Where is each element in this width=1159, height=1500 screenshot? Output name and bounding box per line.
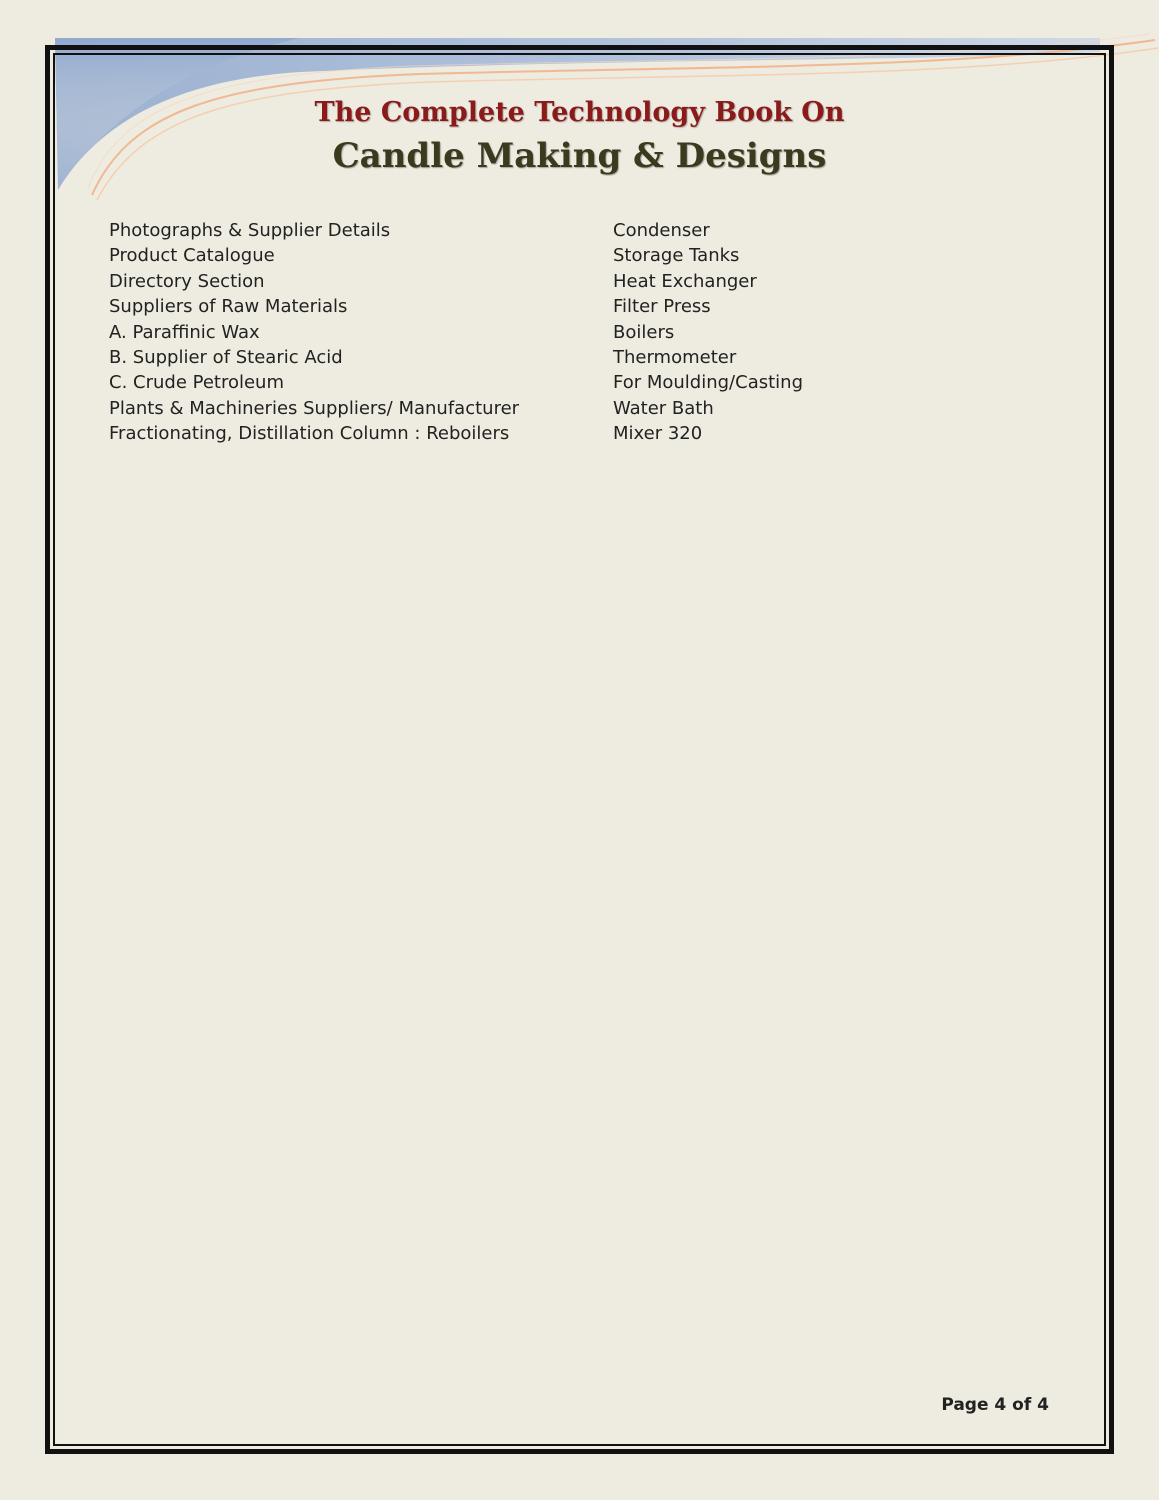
toc-item: Boilers (613, 321, 675, 343)
toc-item: Mixer 320 (613, 423, 703, 445)
toc-left-column (109, 218, 519, 447)
page-number: Page 4 of 4 (941, 1395, 1049, 1415)
toc-item: A. Paraffinic Wax (109, 321, 260, 343)
toc-right-column (613, 218, 803, 447)
toc-item: Heat Exchanger (613, 270, 757, 292)
toc-item: C. Crude Petroleum (109, 372, 284, 394)
toc-item: Product Catalogue (109, 245, 275, 267)
toc-item: For Moulding/Casting (613, 372, 803, 394)
title-block (0, 95, 1159, 179)
toc-item: Photographs & Supplier Details (109, 220, 391, 241)
toc-item: B. Supplier of Stearic Acid (109, 346, 343, 368)
book-title-line2: Candle Making & Designs (332, 136, 827, 176)
toc-item: Thermometer (613, 346, 737, 368)
toc-item: Plants & Machineries Suppliers/ Manufacturer (109, 397, 520, 419)
toc-item: Filter Press (613, 296, 711, 318)
toc-item: Directory Section (109, 270, 265, 292)
toc-item: Storage Tanks (613, 245, 740, 267)
toc-item: Condenser (613, 220, 710, 241)
book-title-line1: The Complete Technology Book On (314, 97, 845, 128)
toc-item: Suppliers of Raw Materials (109, 296, 348, 318)
toc-item: Water Bath (613, 397, 714, 419)
toc-item: Fractionating, Distillation Column : Reboilers (109, 423, 510, 445)
